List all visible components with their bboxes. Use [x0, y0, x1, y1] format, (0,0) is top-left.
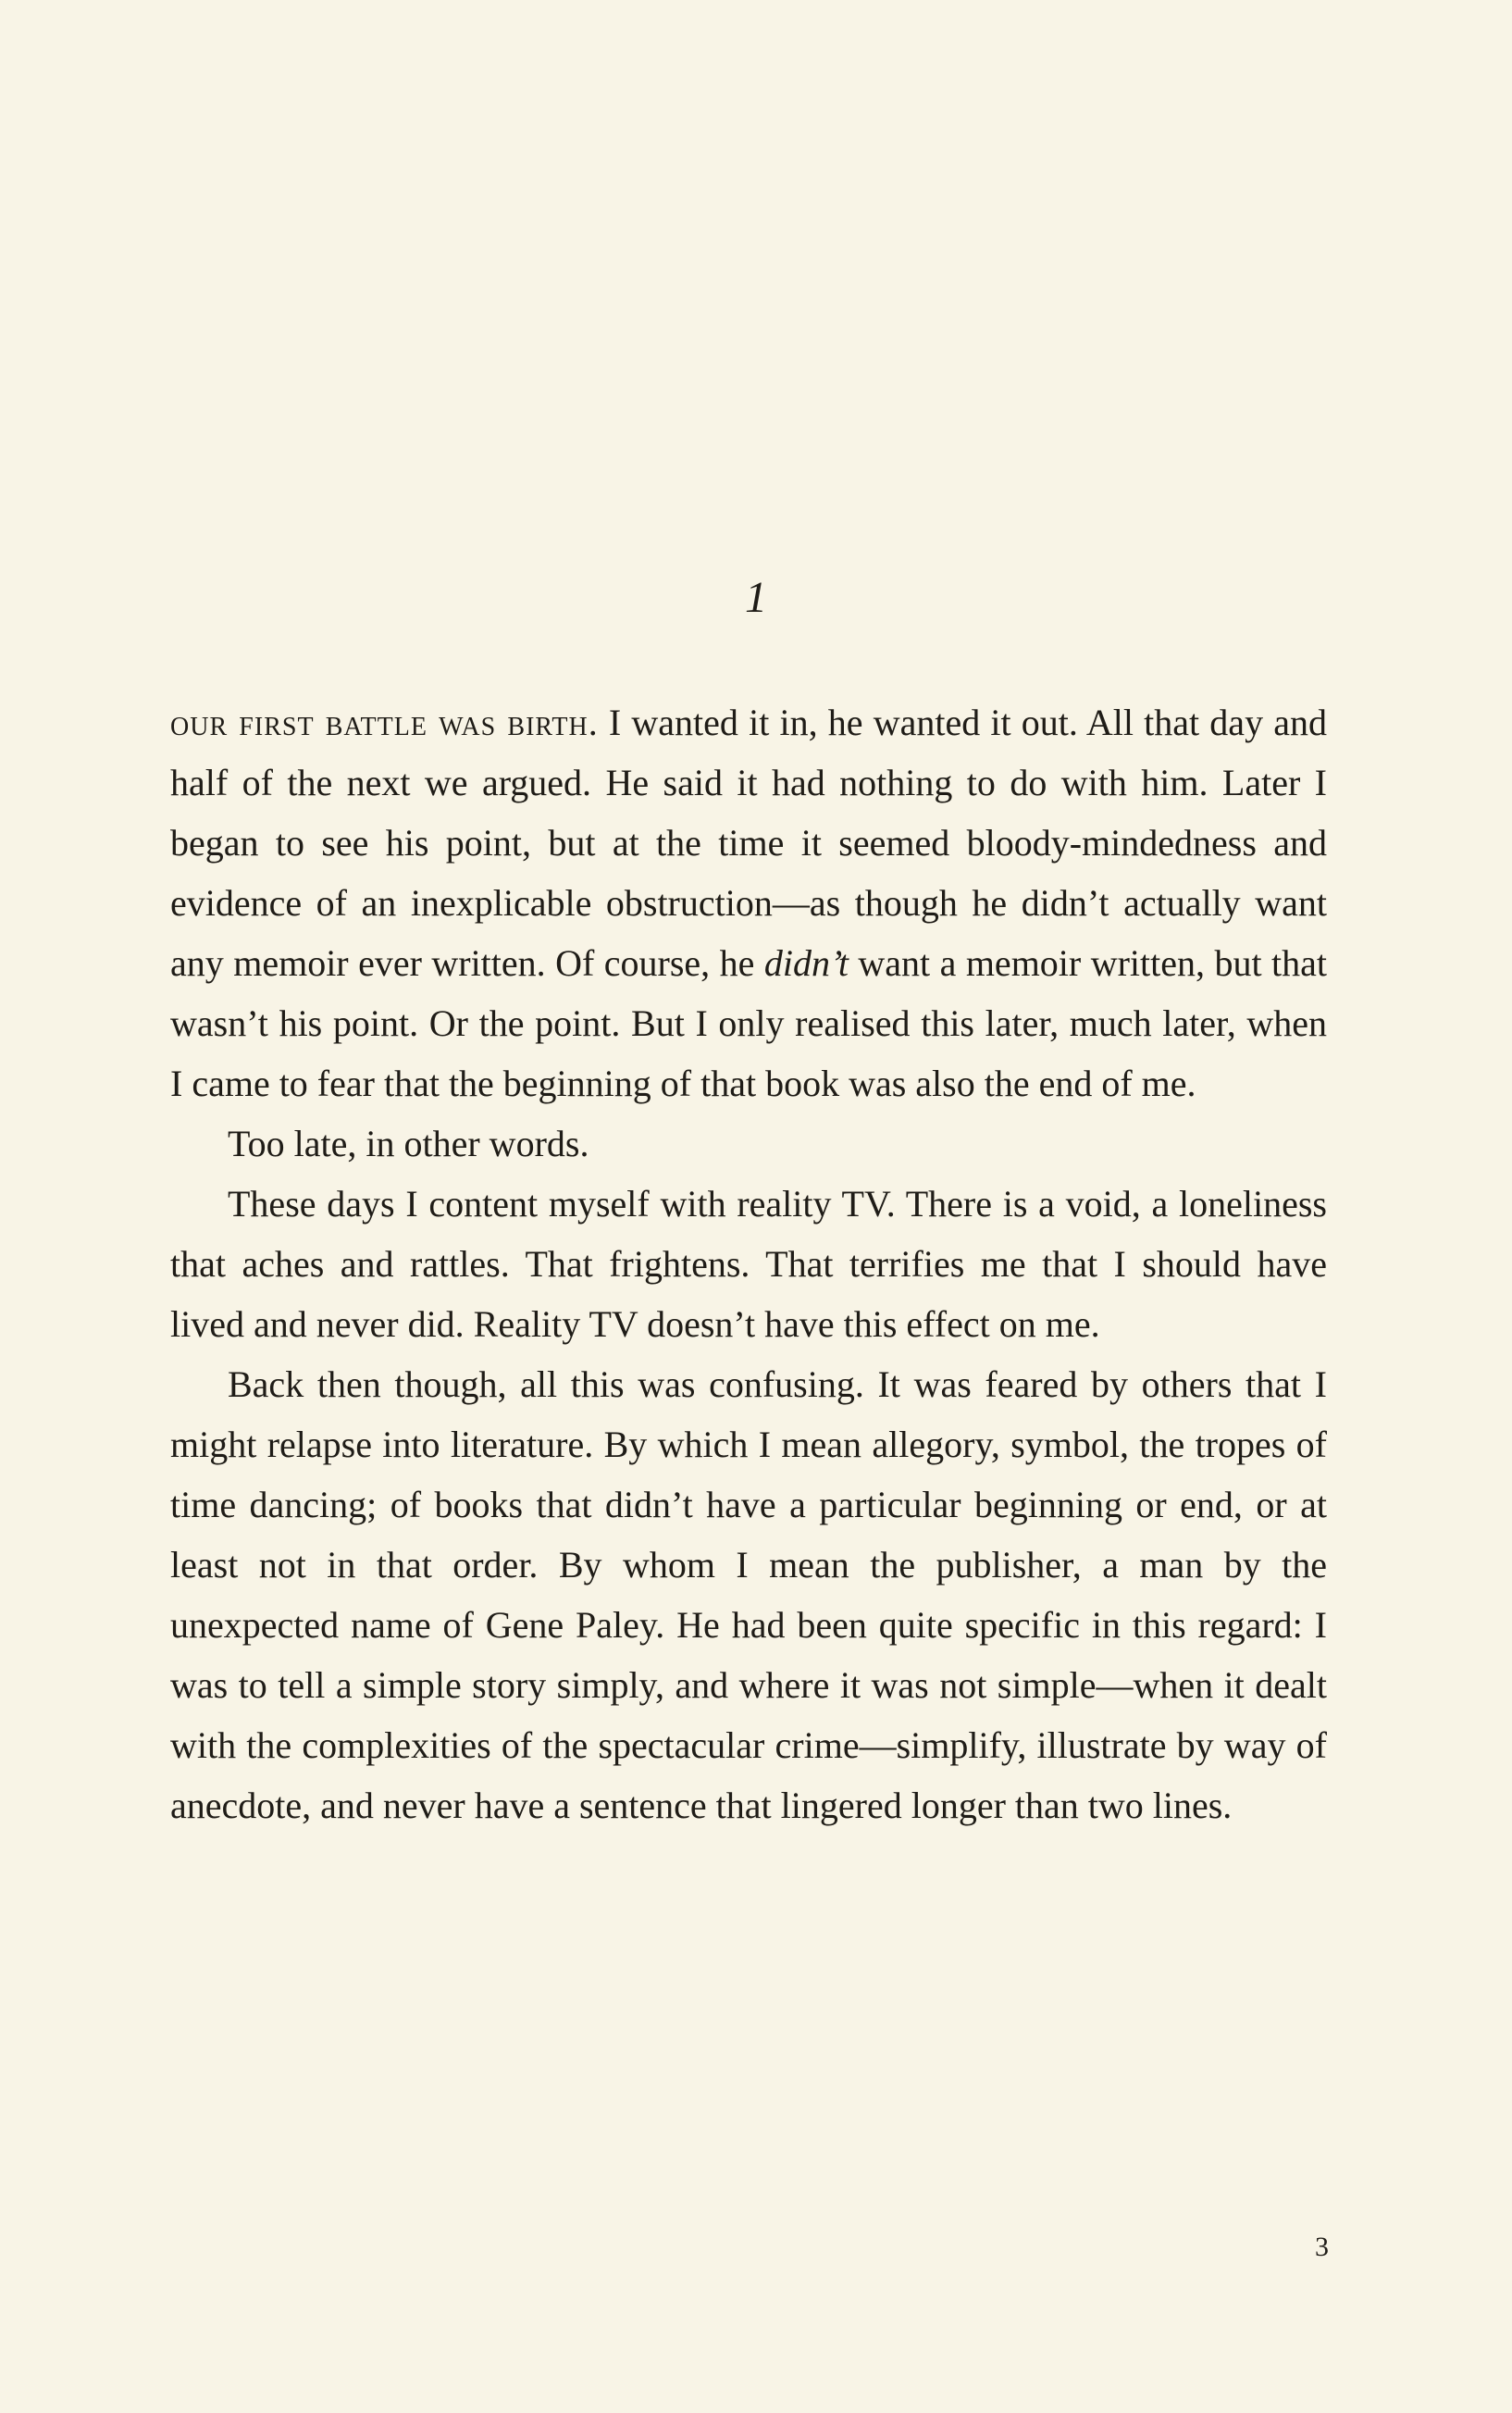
paragraph-1-text-b: want a memoir written, but that wasn’t his point. Or the point. But I only realised this later, much later, when I came to fear that the beginning of that book was also the end of me.: [170, 942, 1327, 1104]
emphasis-word: didn’t: [763, 942, 849, 984]
paragraph-1: [170, 692, 1327, 1113]
paragraph-1-text-a: I wanted it in, he wanted it out. All that day and half of the next we argued. He said it had nothing to do with him. Later I began to see his point, but at the time it seemed bloody-mindedness and evidence of an inexplicable obstruction—as though he didn’t actually want any memoir ever written. Of course, he: [170, 702, 1327, 984]
paragraph-2: Too late, in other words.: [228, 1123, 589, 1164]
paragraph-4: Back then though, all this was confusing. It was feared by others that I might relapse into literature. By which I mean allegory, symbol, the tropes of time dancing; of books that didn’t have a particular beginning or end, or at least not in that order. By whom I mean the publisher, a man by the unexpected name of Gene Paley. He had been quite specific in this regard: I was to tell a simple story simply, and where it was not simple—when it dealt with the complexities of the spectacular crime—simplify, illustrate by way of anecdote, and never have a sentence that lingered longer than two lines.: [170, 1363, 1327, 1826]
paragraph-3: These days I content myself with reality TV. There is a void, a loneliness that aches and rattles. That frightens. That terrifies me that I should have lived and never did. Reality TV doesn’t have this effect on me.: [170, 1183, 1327, 1345]
chapter-body: [170, 692, 1327, 1835]
opening-small-caps: our first battle was birth.: [170, 702, 599, 743]
page-number: 3: [1315, 2232, 1329, 2262]
chapter-number: 1: [745, 573, 767, 622]
